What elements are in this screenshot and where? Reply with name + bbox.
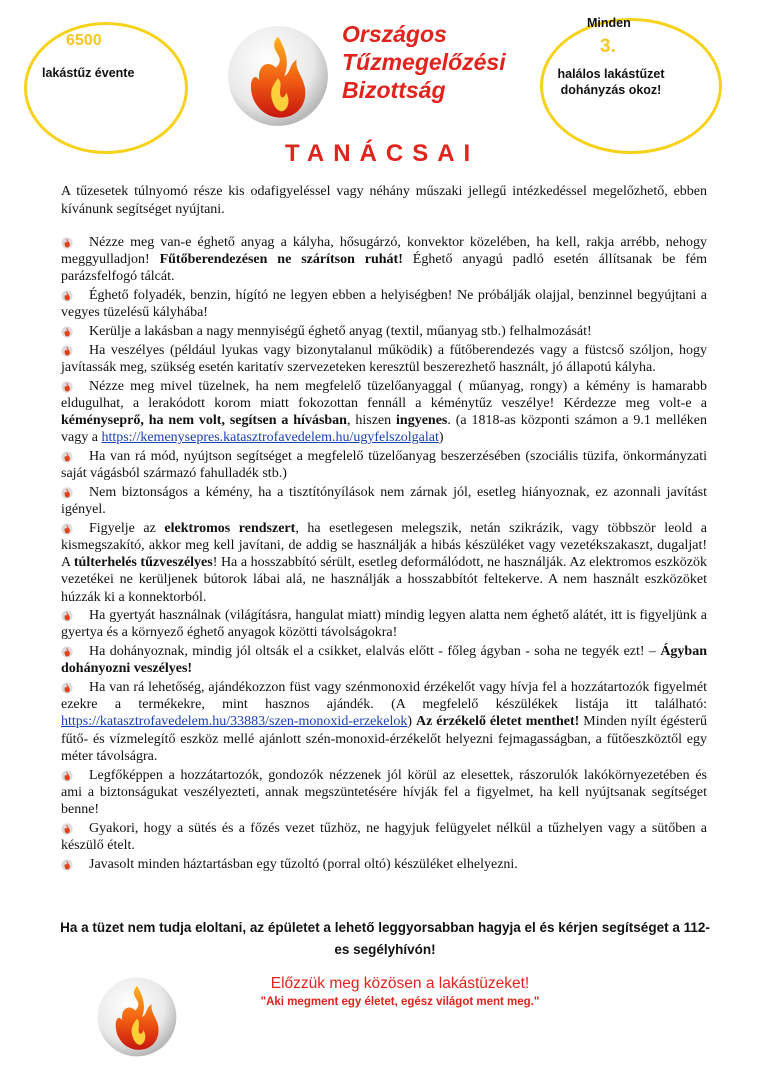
tip-text: ): [407, 714, 416, 730]
tip-text: Minden nyílt égésterű fűtő- és vízmelegítő eszköz mellé ajánlott szén-monoxid-érzékelőt helyezni fejmagasságban, a fűtőeszköztől egy méter távolságra.: [61, 714, 707, 764]
tip-emphasis: elektromos rendszert: [164, 520, 296, 536]
flame-bullet-icon: [61, 345, 73, 357]
tip-text: Ha van rá lehetőség, ajándékozzon füst vagy szénmonoxid érzékelőt vagy hívja fel a hozzátartozók figyelmét ezekre a termékekre, mint hasznos ajándék. (A megfelelő készülékek listája itt található:: [61, 680, 707, 713]
stat-right-text: halálos lakástűzet dohányzás okoz!: [557, 67, 665, 97]
slogan-block: [230, 975, 570, 1008]
stat-right-number: 3.: [600, 36, 616, 57]
emergency-warning: Ha a tüzet nem tudja eloltani, az épületet a lehető leggyorsabban hagyja el és kérjen segítséget a 112-es segélyhívón!: [60, 920, 710, 957]
slogan: Előzzük meg közösen a lakástüzeket!: [270, 975, 530, 992]
tip-text: Gyakori, hogy a sütés és a főzés vezet tűzhöz, ne hagyjuk felügyelet nélkül a tűzhelyen vagy a sütőben a készülő ételt.: [61, 820, 707, 853]
org-name-line-2: Tűzmegelőzési: [342, 49, 506, 75]
stat-left-text: lakástűz évente: [42, 66, 135, 80]
flame-bullet-icon: [61, 610, 73, 622]
tip-item: [61, 679, 707, 765]
tip-emphasis: Fűtőberendezésen ne szárítson ruhát!: [159, 252, 403, 268]
intro-paragraph: A tűzesetek túlnyomó része kis odafigyeléssel vagy néhány műszaki jellegű intézkedéssel megelőzhető, ebben kívánunk segítséget nyújtani.: [61, 184, 707, 217]
tip-item: [61, 856, 707, 873]
tip-text: Legfőképpen a hozzátartozók, gondozók nézzenek jól körül az elesettek, rászorulók lakókörnyezetében és ami a biztonságukat veszélyezteti, annak megszüntetésére hívják fel a figyelmet, ha kell nyújtsanak segítséget benne!: [61, 767, 707, 817]
flame-bullet-icon: [61, 646, 73, 658]
flame-bullet-icon: [61, 451, 73, 463]
tip-text: Nézze meg van-e éghető anyag a kályha, hősugárzó, konvektor közelében, ha kell, rakja arrébb, nehogy meggyulladjon!: [61, 235, 707, 268]
org-name-line-1: Országos: [342, 21, 447, 47]
tip-emphasis: túlterhelés tűzveszélyes: [73, 555, 213, 571]
tip-item: [61, 484, 707, 518]
tip-text: Figyelje az: [89, 520, 165, 536]
quote: "Aki megment egy életet, egész világot ment meg.": [260, 996, 540, 1008]
tip-text: , hiszen: [346, 413, 397, 429]
tip-item: [61, 520, 707, 606]
tip-item: [61, 448, 707, 482]
org-name: [342, 20, 506, 104]
tip-text: ! Ha a hosszabbító sérült, esetleg deformálódott, ne használják. Az elektromos eszközök vezetékei ne kerüljenek bútorok lábai alá, ne használják a hosszabbítót feltekerve. A nem használt eszközöket húzzák ki a konnektorból.: [61, 555, 707, 605]
tip-text: Éghető anyagú padló esetén állítsanak be fém parázsfelfogó tálcát.: [61, 252, 708, 285]
flame-bullet-icon: [61, 290, 73, 302]
flame-bullet-icon: [61, 487, 73, 499]
flame-logo-small-icon: [96, 976, 178, 1058]
tip-text: Nem biztonságos a kémény, ha a tisztítónyílások nem zárnak jól, esetleg hiányoznak, ez azonnali javítást igényel.: [61, 484, 707, 518]
flame-bullet-icon: [61, 682, 73, 694]
tip-text: Ha veszélyes (például lyukas vagy bizonytalanul működik) a fűtőberendezés vagy a füstcső szóljon, hogy javítassák meg, szükség esetén karitatív szervezeteken keresztül beszerezhető használt, jó állapotú kályha.: [61, 342, 707, 375]
tip-text: Javasolt minden háztartásban egy tűzoltó (porral oltó) készüléket elhelyezni.: [89, 856, 518, 872]
tip-text: Ha gyertyát használnak (világításra, hangulat miatt) mindig legyen alatta nem éghető alátét, itt is figyeljünk a gyertya és a környező éghető anyagok közötti távolságokra!: [61, 608, 707, 641]
tip-item: [61, 234, 707, 286]
flame-bullet-icon: [61, 859, 73, 871]
page-heading: TANÁCSAI: [285, 140, 480, 167]
tip-text: Ha dohányoznak, mindig jól oltsák el a csikket, elalvás előtt - főleg ágyban - soha ne tegyék ezt! –: [89, 644, 661, 660]
tip-text: . (a 1818-as központi számon a 9.1 melléken vagy a: [61, 413, 708, 446]
org-name-line-3: Bizottság: [342, 77, 446, 103]
stat-circle-left: [24, 22, 188, 154]
tip-emphasis: Ágyban dohányozni veszélyes!: [61, 644, 707, 677]
stat-right-top: Minden: [587, 16, 631, 30]
tip-item: [61, 767, 707, 819]
tip-text: ): [438, 430, 444, 446]
tip-link[interactable]: https://katasztrofavedelem.hu/33883/szen-monoxid-erzekelok: [61, 714, 408, 730]
flame-logo-icon: [226, 24, 330, 128]
stat-left-number: 6500: [66, 32, 102, 49]
flame-bullet-icon: [61, 381, 73, 393]
tip-emphasis: Az érzékelő életet menthet!: [415, 714, 580, 730]
tip-item: [61, 342, 707, 376]
tip-emphasis: kéményseprő, ha nem volt, segítsen a hívásban: [61, 413, 347, 429]
flame-bullet-icon: [61, 237, 73, 249]
flame-bullet-icon: [61, 770, 73, 782]
tip-item: [61, 820, 707, 854]
tip-item: [61, 607, 707, 641]
tip-item: [61, 378, 707, 447]
tip-text: Nézze meg mivel tüzelnek, ha nem megfelelő tüzelőanyaggal ( műanyag, rongy) a kémény is hamarabb eldugulhat, a lerakódott korom miatt fokozottan fennáll a kéménytűz veszélye! Kérdezze meg volt-e a: [61, 378, 707, 411]
flame-bullet-icon: [61, 523, 73, 535]
tip-link[interactable]: https://kemenysepres.katasztrofavedelem.hu/ugyfelszolgalat: [101, 430, 439, 446]
tip-text: Kerülje a lakásban a nagy mennyiségű éghető anyag (textil, műanyag stb.) felhalmozását!: [89, 324, 592, 340]
tip-item: [61, 323, 707, 340]
flame-bullet-icon: [61, 326, 73, 338]
tip-emphasis: ingyenes: [396, 413, 448, 429]
tip-item: [61, 287, 707, 321]
tip-text: Ha van rá mód, nyújtson segítséget a megfelelő tüzelőanyag beszerzésében (szociális tüzifa, önkormányzati saját vágásból származó fahulladék stb.): [61, 448, 707, 482]
tip-text: , ha esetlegesen melegszik, netán szikrázik, vagy többször leold a kismegszakító, akkor meg kell javítani, de addig se használják a hibás készüléket vagy vezetékszakaszt, dugaljat! A: [61, 520, 707, 571]
tip-text: Éghető folyadék, benzin, hígító ne legyen ebben a helyiségben! Ne próbálják olajjal, benzinnel begyújtani a vegyes tüzelésű kályhába!: [61, 288, 707, 321]
tip-item: [61, 643, 707, 677]
tips-list: [61, 234, 707, 874]
flame-bullet-icon: [61, 823, 73, 835]
